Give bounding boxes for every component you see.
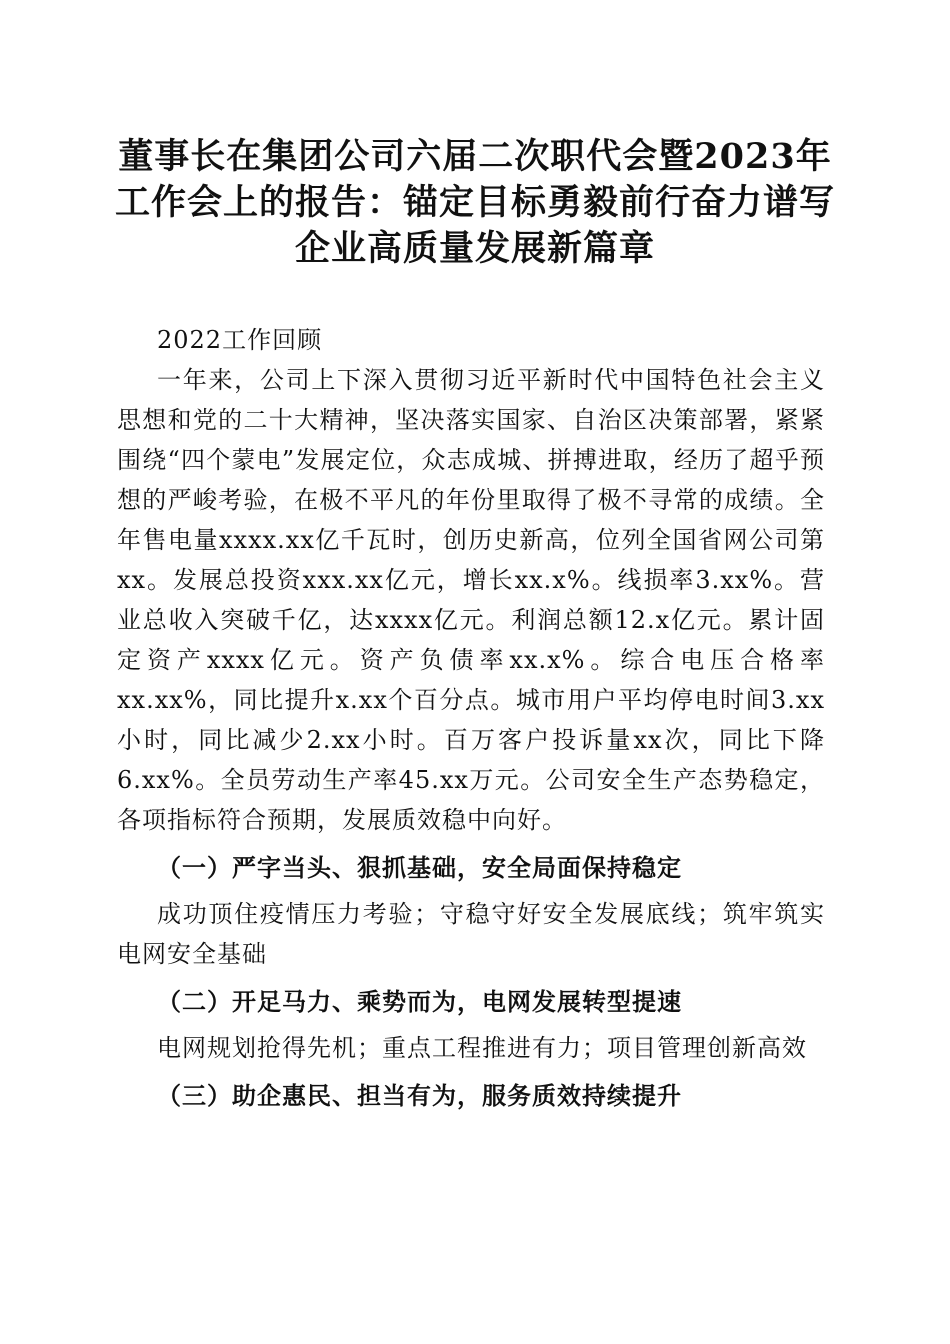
document-body	[117, 320, 825, 1122]
intro-paragraph: 一年来，公司上下深入贯彻习近平新时代中国特色社会主义思想和党的二十大精神，坚决落实国家、自治区决策部署，紧紧围绕“四个蒙电”发展定位，众志成城、拼搏进取，经历了超乎预想的严峻考验，在极不平凡的年份里取得了极不寻常的成绩。全年售电量xxxx.xx亿千瓦时，创历史新高，位列全国省网公司第xx。发展总投资xxx.xx亿元，增长xx.x%。线损率3.xx%。营业总收入突破千亿，达xxxx亿元。利润总额12.x亿元。累计固定资产xxxx亿元。资产负债率xx.x%。综合电压合格率xx.xx%，同比提升x.xx个百分点。城市用户平均停电时间3.xx小时，同比减少2.xx小时。百万客户投诉量xx次，同比下降6.xx%。全员劳动生产率45.xx万元。公司安全生产态势稳定，各项指标符合预期，发展质效稳中向好。	[117, 366, 825, 834]
section-label: 2022工作回顾	[157, 326, 323, 354]
section-heading-1: （一）严字当头、狠抓基础，安全局面保持稳定	[157, 853, 682, 882]
section-heading-3: （三）助企惠民、担当有为，服务质效持续提升	[157, 1081, 682, 1110]
section-heading-2: （二）开足马力、乘势而为，电网发展转型提速	[157, 987, 682, 1016]
document-title	[110, 134, 840, 272]
title-line-2: 工作会上的报告：锚定目标勇毅前行奋力谱写	[114, 182, 835, 223]
section-text-2: 电网规划抢得先机；重点工程推进有力；项目管理创新高效	[157, 1034, 807, 1062]
title-line-3: 企业高质量发展新篇章	[294, 228, 655, 269]
title-line-1: 董事长在集团公司六届二次职代会暨2023年	[118, 136, 832, 177]
section-text-1: 成功顶住疫情压力考验；守稳守好安全发展底线；筑牢筑实电网安全基础	[117, 900, 825, 968]
